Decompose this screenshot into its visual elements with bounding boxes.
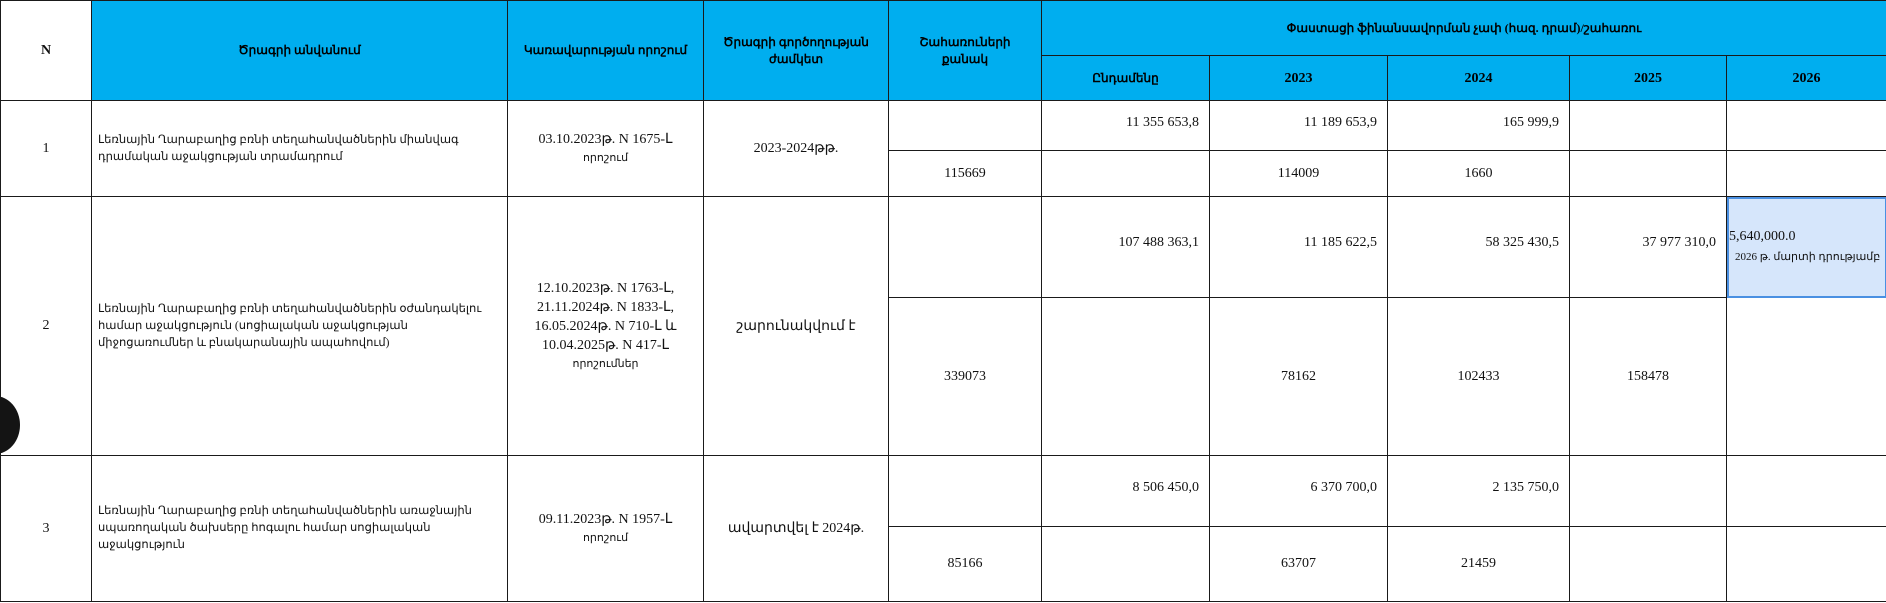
resolution-line: 16.05.2024թ. N 710-Լ և (534, 318, 677, 334)
row-number: 3 (1, 456, 92, 602)
amount-total: 8 506 450,0 (1042, 456, 1210, 527)
program-term: 2023-2024թթ. (704, 101, 889, 197)
amount-2024: 2 135 750,0 (1388, 456, 1570, 527)
amount-2025: 37 977 310,0 (1570, 197, 1727, 298)
program-term: շարունակվում է (704, 197, 889, 456)
program-name: Լեռնային Ղարաբաղից բռնի տեղահանվածներին օժանդակելու համար աջակցություն (սոցիալական աջակցության միջոցառումներ և բնակարանային ապահովում) (92, 197, 508, 456)
resolution-sub: որոշում (582, 531, 629, 544)
program-name: Լեռնային Ղարաբաղից բռնի տեղահանվածներին միանվագ դրամական աջակցության տրամադրում (92, 101, 508, 197)
count-2023: 63707 (1210, 527, 1388, 602)
count-total (1042, 298, 1210, 456)
header-year-2024: 2024 (1388, 56, 1570, 101)
count-beneficiaries: 85166 (889, 527, 1042, 602)
selected-cell-2026[interactable] (1727, 197, 1886, 298)
amount-2026 (1727, 456, 1886, 527)
amount-2025 (1570, 101, 1727, 151)
program-name: Լեռնային Ղարաբաղից բռնի տեղահանվածներին առաջնային սպառողական ծախսերը հոգալու համար սոցիալական աջակցություն (92, 456, 508, 602)
count-2026 (1727, 298, 1886, 456)
amount-2025 (1570, 456, 1727, 527)
amount-beneficiaries (889, 101, 1042, 151)
header-total: Ընդամենը (1042, 56, 1210, 101)
amount-2026 (1727, 101, 1886, 151)
resolution-line: 12.10.2023թ. N 1763-Լ, (536, 280, 675, 296)
count-total (1042, 151, 1210, 197)
resolution-text: 09.11.2023թ. N 1957-Լ (538, 511, 673, 527)
header-resolution: Կառավարության որոշում (508, 1, 704, 101)
count-2025 (1570, 527, 1727, 602)
header-n: N (1, 1, 92, 101)
amount-2026-note: 2026 թ. մարտի դրությամբ (1735, 251, 1881, 263)
resolution-sub: որոշումներ (572, 357, 639, 370)
header-year-2023: 2023 (1210, 56, 1388, 101)
resolution-cell (508, 197, 704, 456)
count-2024: 1660 (1388, 151, 1570, 197)
amount-2026: 5,640,000.0 (1729, 229, 1796, 244)
amount-2023: 11 189 653,9 (1210, 101, 1388, 151)
amount-beneficiaries (889, 456, 1042, 527)
resolution-line: 10.04.2025թ. N 417-Լ (541, 337, 670, 353)
count-2026 (1727, 151, 1886, 197)
amount-beneficiaries (889, 197, 1042, 298)
count-beneficiaries: 115669 (889, 151, 1042, 197)
amount-total: 11 355 653,8 (1042, 101, 1210, 151)
header-program-name: Ծրագրի անվանում (92, 1, 508, 101)
count-2025 (1570, 151, 1727, 197)
count-2025: 158478 (1570, 298, 1727, 456)
resolution-text: 03.10.2023թ. N 1675-Լ (538, 131, 673, 147)
header-beneficiaries: Շահառուների քանակ (889, 1, 1042, 101)
count-2023: 78162 (1210, 298, 1388, 456)
count-2024: 102433 (1388, 298, 1570, 456)
table-row (1, 101, 1886, 151)
row-number: 1 (1, 101, 92, 197)
resolution-cell (508, 456, 704, 602)
count-2026 (1727, 527, 1886, 602)
resolution-line: 21.11.2024թ. N 1833-Լ, (536, 299, 675, 315)
amount-2023: 11 185 622,5 (1210, 197, 1388, 298)
table-row (1, 197, 1886, 298)
header-program-term: Ծրագրի գործողության ժամկետ (704, 1, 889, 101)
count-2024: 21459 (1388, 527, 1570, 602)
header-financing: Փաստացի ֆինանսավորման չափ (հազ. դրամ)/շահառու (1042, 1, 1886, 56)
program-term: ավարտվել է 2024թ. (704, 456, 889, 602)
table-row (1, 456, 1886, 527)
amount-total: 107 488 363,1 (1042, 197, 1210, 298)
resolution-cell (508, 101, 704, 197)
row-number: 2 (1, 197, 92, 456)
resolution-sub: որոշում (582, 151, 629, 164)
count-beneficiaries: 339073 (889, 298, 1042, 456)
count-2023: 114009 (1210, 151, 1388, 197)
amount-2024: 58 325 430,5 (1388, 197, 1570, 298)
count-total (1042, 527, 1210, 602)
amount-2023: 6 370 700,0 (1210, 456, 1388, 527)
amount-2024: 165 999,9 (1388, 101, 1570, 151)
header-year-2026: 2026 (1727, 56, 1886, 101)
header-year-2025: 2025 (1570, 56, 1727, 101)
